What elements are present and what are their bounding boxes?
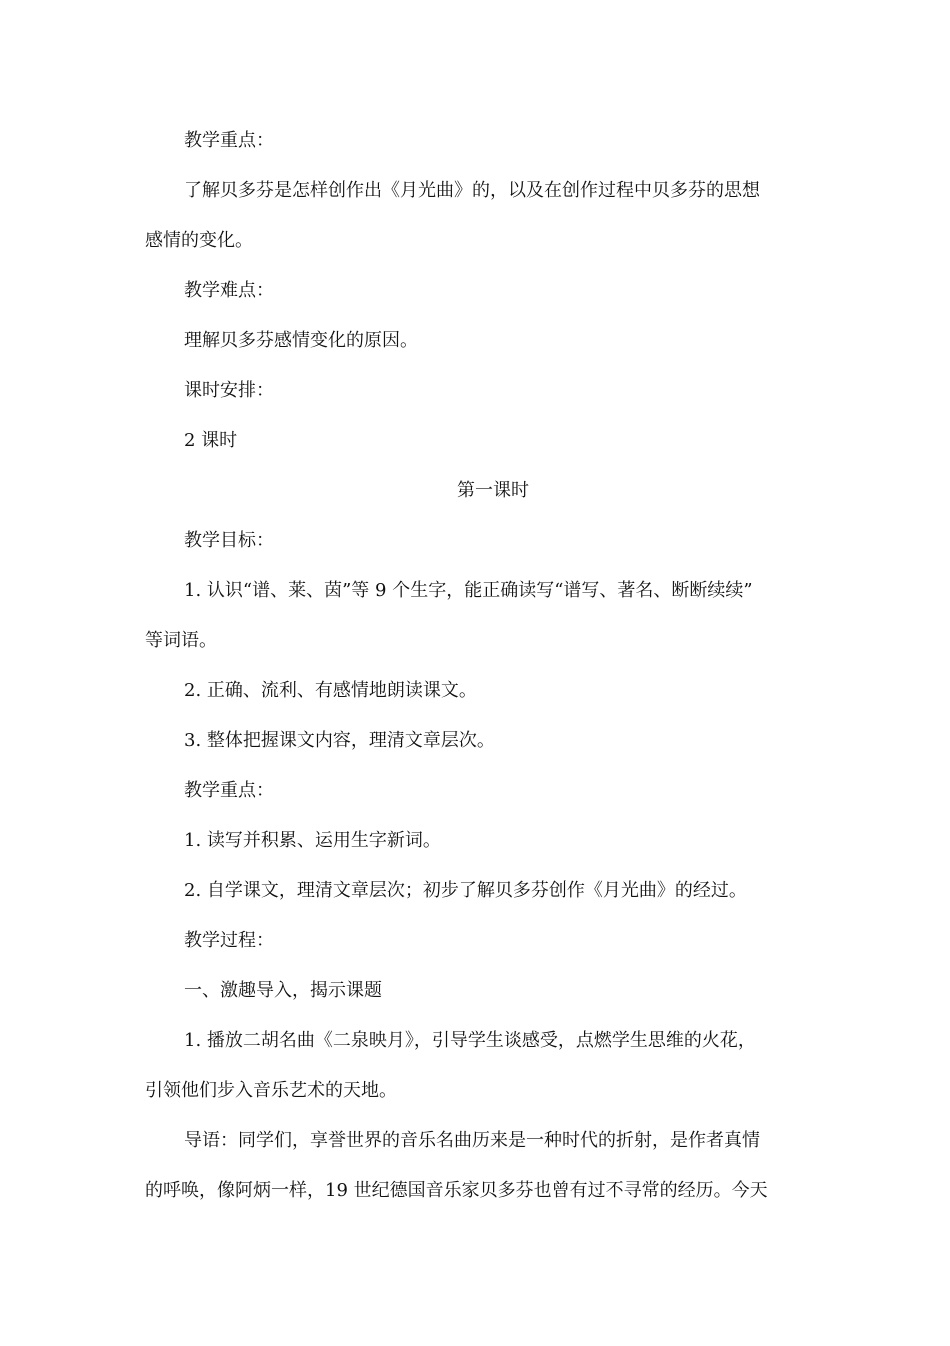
heading-teaching-goals: 教学目标：	[184, 530, 274, 551]
paragraph-line: 导语：同学们，享誉世界的音乐名曲历来是一种时代的折射，是作者真情	[184, 1130, 760, 1151]
subheading-line: 一、激趣导入，揭示课题	[184, 980, 382, 1001]
list-item-line: 1. 读写并积累、运用生字新词。	[184, 830, 441, 851]
section-title: 第一课时	[457, 480, 529, 501]
paragraph-line: 2 课时	[184, 430, 238, 451]
paragraph-line: 理解贝多芬感情变化的原因。	[184, 330, 418, 351]
heading-teaching-difficulty: 教学难点：	[184, 280, 274, 301]
paragraph-line: 感情的变化。	[145, 230, 253, 251]
list-item-line: 1. 播放二胡名曲《二泉映月》，引导学生谈感受，点燃学生思维的火花，	[184, 1030, 756, 1051]
heading-teaching-focus: 教学重点：	[184, 130, 274, 151]
list-item-line: 引领他们步入音乐艺术的天地。	[145, 1080, 397, 1101]
list-item-line: 3. 整体把握课文内容，理清文章层次。	[184, 730, 495, 751]
list-item-line: 2. 正确、流利、有感情地朗读课文。	[184, 680, 477, 701]
list-item-line: 1. 认识“谱、莱、茵”等 9 个生字，能正确读写“谱写、著名、断断续续”	[184, 580, 753, 601]
paragraph-line: 了解贝多芬是怎样创作出《月光曲》的，以及在创作过程中贝多芬的思想	[184, 180, 760, 201]
list-item-line: 2. 自学课文，理清文章层次；初步了解贝多芬创作《月光曲》的经过。	[184, 880, 747, 901]
paragraph-line: 的呼唤，像阿炳一样，19 世纪德国音乐家贝多芬也曾有过不寻常的经历。今天	[145, 1180, 768, 1201]
heading-teaching-focus: 教学重点：	[184, 780, 274, 801]
list-item-line: 等词语。	[145, 630, 217, 651]
heading-teaching-process: 教学过程：	[184, 930, 274, 951]
heading-schedule: 课时安排：	[184, 380, 274, 401]
